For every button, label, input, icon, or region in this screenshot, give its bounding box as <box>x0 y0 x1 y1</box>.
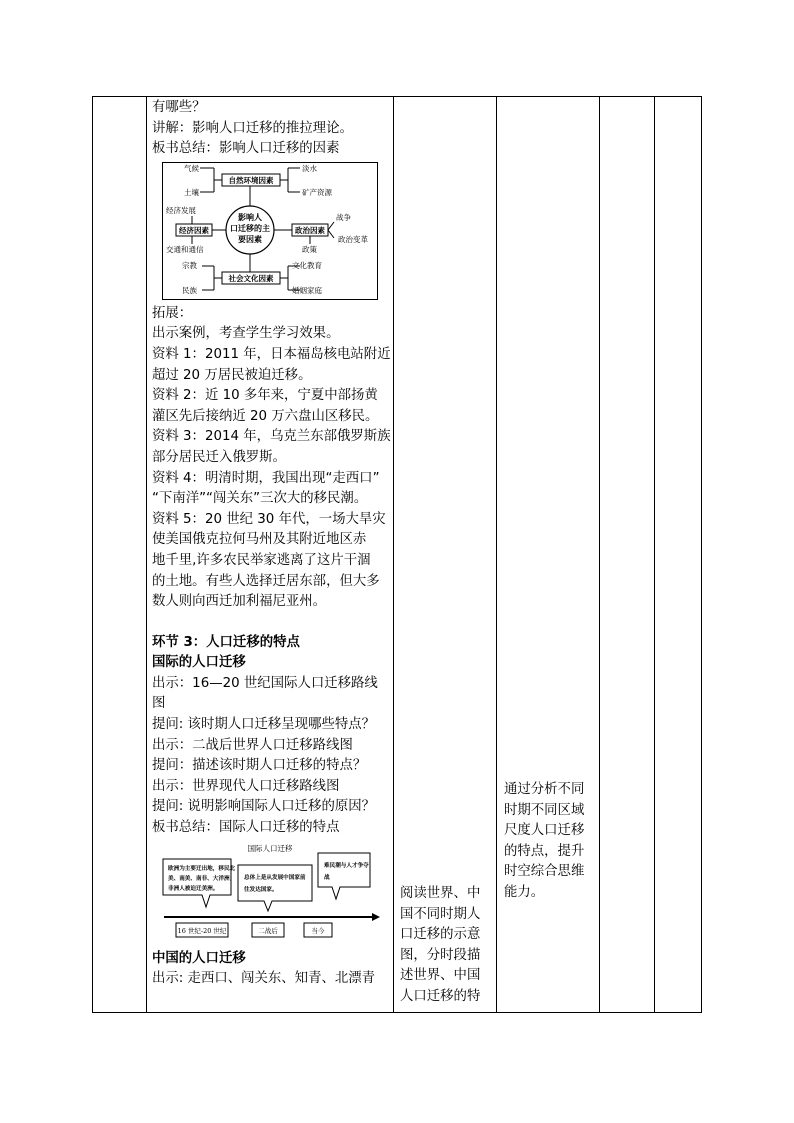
text-line: 资料 4：明清时期，我国出现“走西口” <box>152 470 380 486</box>
text-line: 能力。 <box>504 884 545 900</box>
economic-development-label: 经济发展 <box>166 205 196 215</box>
economy-factor-box: 经济因素 <box>179 225 209 235</box>
design-intent-column <box>504 780 596 904</box>
text-line: 提问: 说明影响国际人口迁移的原因？ <box>152 799 376 815</box>
text-line: 板书总结：国际人口迁移的特点 <box>152 820 340 836</box>
text-line: 超过 20 万居民被迫迁移。 <box>152 367 312 383</box>
center-label-1: 影响人 <box>238 211 262 222</box>
migration-factors-diagram <box>162 162 378 300</box>
table-column-divider <box>599 96 600 1013</box>
box1-line-3: 非洲人被迫迁美洲。 <box>168 885 219 892</box>
text-line: 有哪些？ <box>152 100 206 115</box>
box2-line-1: 总体上是从发展中国家前 <box>244 874 306 881</box>
soil-label: 土壤 <box>184 187 199 197</box>
text-line: 出示：二战后世界人口迁移路线图 <box>152 737 353 753</box>
ethnicity-label: 民族 <box>182 285 197 295</box>
center-label-2: 口迁移的主 <box>230 222 270 233</box>
text-line: 提问：描述该时期人口迁移的特点？ <box>152 758 367 774</box>
text-line: 地千里,许多农民举家逃离了这片干涸 <box>152 552 371 568</box>
box2-line-2: 往发达国家。 <box>244 886 278 893</box>
text-line: 数人则向西迁加利福尼亚州。 <box>152 594 327 610</box>
diagram-title: 国际人口迁移 <box>247 843 293 853</box>
box3-line-1: 难民潮与人才争夺 <box>324 862 369 869</box>
text-line: 出示：16—20 世纪国际人口迁移路线 <box>152 675 378 691</box>
section-title: 环节 3：人口迁移的特点 <box>152 634 300 650</box>
text-line: 口迁移的示意 <box>400 927 481 943</box>
water-label: 淡水 <box>302 163 317 173</box>
subsection-title: 中国的人口迁移 <box>152 950 246 966</box>
text-line: 的土地。有些人选择迁居东部，但大多 <box>152 573 380 589</box>
text-line: 部分居民迁入俄罗斯。 <box>152 449 286 465</box>
text-line: 讲解：影响人口迁移的推拉理论。 <box>152 120 353 136</box>
table-column-divider <box>393 96 394 1013</box>
text-line: 板书总结：影响人口迁移的因素 <box>152 141 340 157</box>
text-line: 时期不同区域 <box>504 802 585 818</box>
text-line: 通过分析不同 <box>504 782 585 797</box>
subsection-title: 国际的人口迁移 <box>152 655 246 671</box>
text-line: 资料 5：20 世纪 30 年代，一场大旱灾 <box>152 511 386 527</box>
box1-line-2: 美、南美、南非、大洋洲； <box>168 875 236 882</box>
text-line: 出示：世界现代人口迁移路线图 <box>152 778 340 794</box>
text-line: 使美国俄克拉何马州及其附近地区赤 <box>152 532 367 548</box>
religion-label: 宗教 <box>182 260 197 270</box>
box3-line-2: 战 <box>324 874 330 881</box>
text-line: 尺度人口迁移 <box>504 823 585 839</box>
student-activity-column <box>400 884 490 1008</box>
table-column-divider <box>496 96 497 1013</box>
politics-factor-box: 政治因素 <box>295 225 325 235</box>
text-line: 资料 3：2014 年，乌克兰东部俄罗斯族 <box>152 429 391 445</box>
text-line: 图，分时段描 <box>400 947 481 963</box>
text-line: 提问: 该时期人口迁移呈现哪些特点？ <box>152 717 376 733</box>
text-line: 国不同时期人 <box>400 906 481 922</box>
text-line: 阅读世界、中 <box>400 886 481 901</box>
political-change-label: 政治变革 <box>338 234 368 244</box>
center-label-3: 要因素 <box>238 233 262 244</box>
teaching-process-column <box>152 98 392 990</box>
table-column-divider <box>654 96 655 1013</box>
text-line: 出示: 走西口、闯关东、知青、北漂青 <box>152 971 376 987</box>
text-line: 时空综合思维 <box>504 864 585 880</box>
text-line: 图 <box>152 696 166 712</box>
text-line: 灌区先后接纳近 20 万六盘山区移民。 <box>152 408 379 424</box>
timeline-label-2: 二战后 <box>258 926 278 935</box>
table-column-divider <box>146 96 147 1013</box>
text-line: “下南洋”“闯关东”三次大的移民潮。 <box>152 491 368 507</box>
text-line: 资料 1：2011 年，日本福岛核电站附近 <box>152 346 391 362</box>
minerals-label: 矿产资源 <box>302 187 332 197</box>
text-line: 述世界、中国 <box>400 968 481 984</box>
marriage-family-label: 婚姻家庭 <box>292 285 322 295</box>
culture-education-label: 文化教育 <box>292 260 322 270</box>
text-line: 的特点，提升 <box>504 843 585 859</box>
international-migration-diagram <box>160 841 380 945</box>
nature-factor-box: 自然环境因素 <box>228 175 274 185</box>
text-line: 拓展： <box>152 305 193 321</box>
timeline-label-3: 当今 <box>311 926 325 935</box>
transport-label: 交通和通信 <box>166 244 204 254</box>
policy-label: 政策 <box>302 244 317 254</box>
text-line: 出示案例，考查学生学习效果。 <box>152 326 340 342</box>
war-label: 战争 <box>336 212 351 222</box>
timeline-label-1: 16 世纪-20 世纪 <box>177 926 227 935</box>
text-line: 人口迁移的特 <box>400 988 481 1004</box>
climate-label: 气候 <box>184 163 199 173</box>
society-factor-box: 社会文化因素 <box>228 273 274 283</box>
box1-line-1: 欧洲为主要迁出地，移民北 <box>168 865 236 872</box>
table-column-divider <box>701 96 702 1013</box>
text-line: 资料 2：近 10 多年来，宁夏中部扬黄 <box>152 388 378 404</box>
